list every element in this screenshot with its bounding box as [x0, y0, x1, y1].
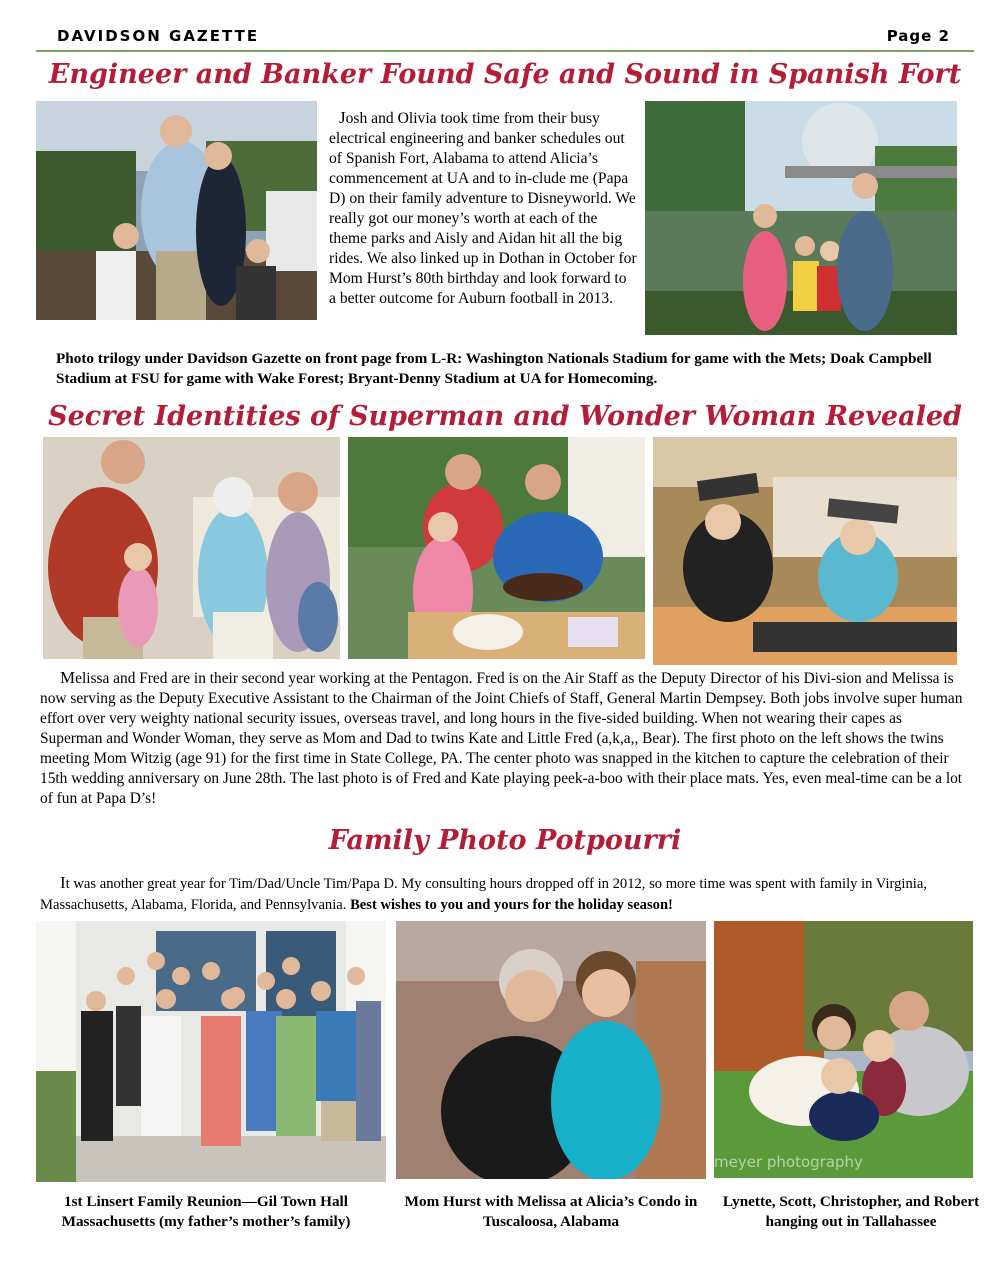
article3-text: t was another great year for Tim/Dad/Uncle Tim/Papa D. My consulting hours dropped off in 2012, so more time was spent with family in Virginia, Massachusetts, Alabama, Florida, and Pennsylvania.	[40, 876, 927, 913]
holiday-wishes: Best wishes to you and yours for the holiday season!	[350, 897, 673, 913]
photo-epcot-lagoon	[645, 101, 957, 335]
article1-body	[329, 108, 637, 309]
photo-lynette-scott-boys	[714, 921, 973, 1178]
photo-peek-a-boo-placemats	[653, 437, 957, 665]
caption-mom-hurst: Mom Hurst with Melissa at Alicia’s Condo in Tuscaloosa, Alabama	[404, 1193, 698, 1230]
article1-dropcap: J	[339, 108, 346, 127]
article3-body	[40, 872, 970, 916]
newsletter-name: DAVIDSON GAZETTE	[57, 27, 260, 45]
article2-dropcap: M	[60, 668, 76, 687]
article3-dropcap: I	[60, 873, 66, 892]
photo-anniversary-cake	[348, 437, 645, 659]
photo-family-reunion	[36, 921, 386, 1182]
article1-photo-caption: Photo trilogy under Davidson Gazette on front page from L-R: Washington Nationals Stadium for game with the Mets; Doak Campbell Stadium at FSU for game with Wake Forest; Bryant-Denny Stadium at UA for Homecoming.	[56, 350, 932, 387]
article1-headline: Engineer and Banker Found Safe and Sound in Spanish Fort	[48, 59, 962, 90]
article2-body	[40, 668, 968, 809]
caption-family-reunion: 1st Linsert Family Reunion—Gil Town Hall Massachusetts (my father’s mother’s family)	[61, 1193, 351, 1230]
photo-twins-meet-mom-witzig	[43, 437, 340, 659]
article2-text: elissa and Fred are in their second year working at the Pentagon. Fred is on the Air Staff as the Deputy Director of his Divi-sion and Melissa is now serving as the Deputy Executive Assistant to the Chairman of the Joint Chiefs of Staff, General Martin Dempsey. Both jobs involve super human effort over very weighty national security issues, overseas travel, and long hours in the five-sided building. When not wearing their capes as Superman and Wonder Woman, they serve as Mom and Dad to twins Kate and Little Fred (a,k,a,, Bear). The first photo on the left shows the twins meeting Mom Witzig (age 91) for the first time in State College, PA. The center photo was snapped in the kitchen to capture the celebration of their 15th wedding anniversary on June 28th. The last photo is of Fred and Kate playing peek-a-boo with their place mats. Yes, even meal-time can be a lot of fun at Papa D’s!	[40, 670, 963, 807]
photo-mom-hurst-and-melissa	[396, 921, 706, 1179]
photographer-watermark: meyer photography	[714, 1153, 863, 1171]
caption-tallahassee: Lynette, Scott, Christopher, and Robert hanging out in Tallahassee	[722, 1193, 980, 1230]
page-number: Page 2	[886, 27, 950, 45]
article3-headline: Family Photo Potpourri	[328, 825, 682, 856]
photo-family-parking-lot	[36, 101, 317, 320]
article2-headline: Secret Identities of Superman and Wonder Woman Revealed	[48, 401, 962, 432]
masthead-rule	[36, 50, 974, 52]
article1-text: osh and Olivia took time from their busy electrical engineering and banker schedules out of Spanish Fort, Alabama to attend Alicia’s commencement at UA and to in-clude me (Papa D) on their family adventure to Disneyworld. We really got our money’s worth at each of the theme parks and Aisly and Aidan hit all the big rides. We also linked up in Dothan in October for Mom Hurst’s 80th birthday and look forward to a better outcome for Auburn football in 2013.	[329, 110, 637, 307]
